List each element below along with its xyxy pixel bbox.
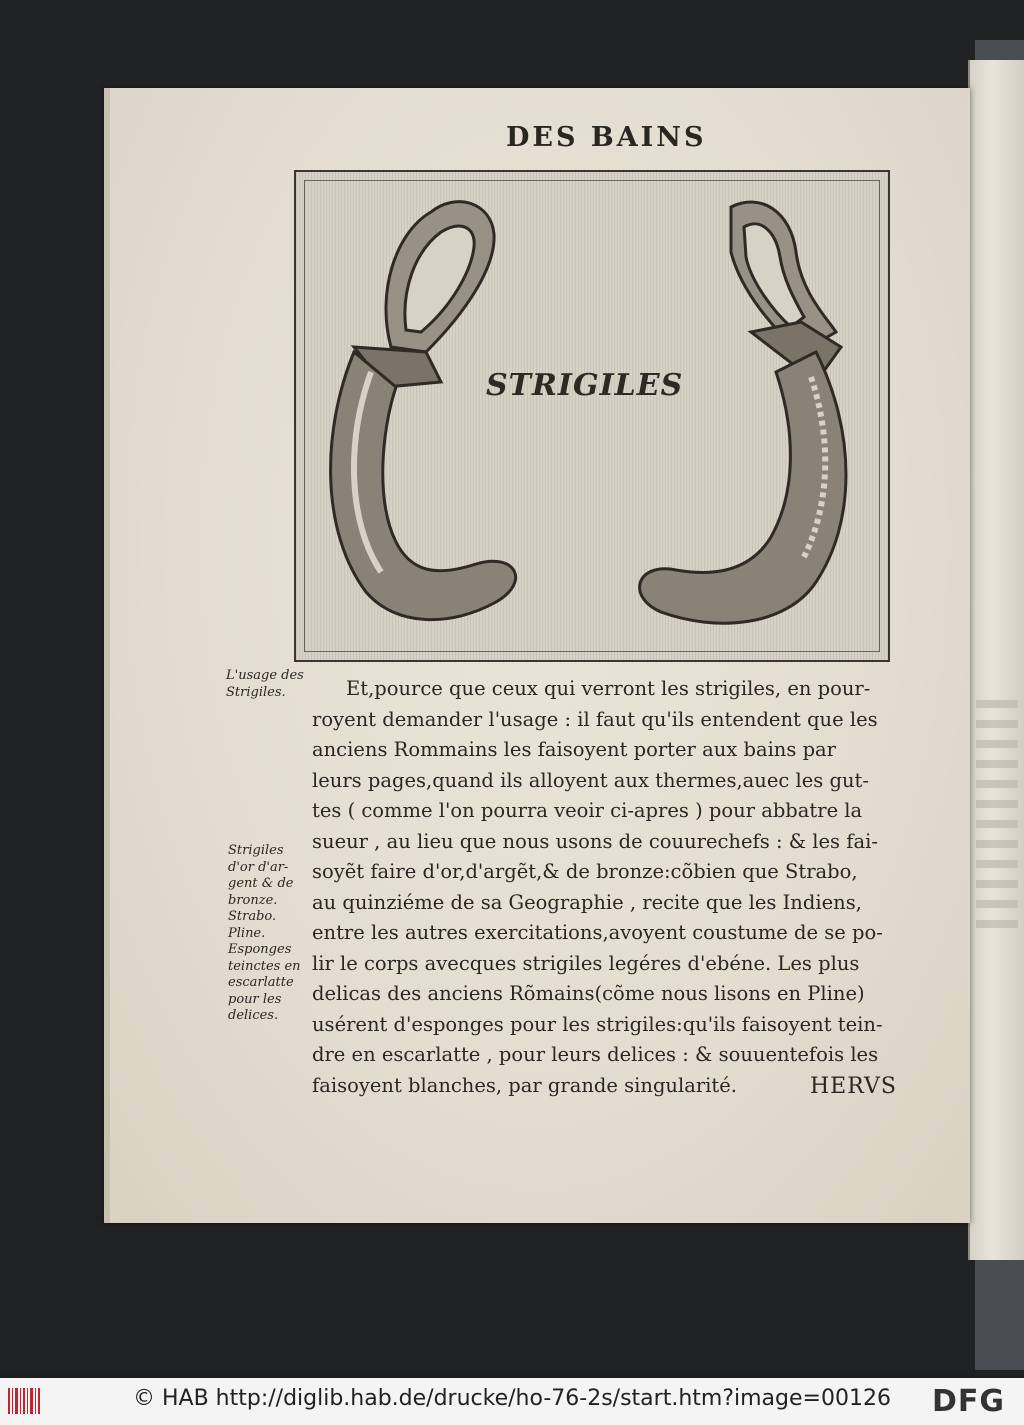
adjacent-page-edge [968, 60, 1024, 1260]
body-line: tes ( comme l'on pourra veoir ci-apres ) pour abbatre la [312, 799, 863, 822]
margin-note-line: gent & de [228, 876, 294, 891]
body-line: au quinziéme de sa Geographie , recite que les Indiens, [312, 890, 862, 914]
strigil-engravings [296, 172, 888, 660]
margin-note-line: Esponges [228, 942, 292, 957]
body-line: sueur , au lieu que nous usons de couurechefs : & les fai- [312, 829, 878, 853]
body-line: soyẽt faire d'or,d'argẽt,& de bronze:cõbien que Strabo, [312, 860, 858, 883]
body-paragraph [312, 674, 912, 1101]
margin-note-line: teinctes en [228, 958, 301, 974]
body-line: lir le corps avecques strigiles legéres d'ebéne. Les plus [312, 951, 860, 975]
running-head: DES BAINS [506, 122, 707, 153]
dfg-logo: DFG [932, 1384, 1006, 1419]
body-line: leurs pages,quand ils alloyent aux thermes,auec les gut- [312, 768, 869, 792]
barcode-icon [8, 1388, 42, 1414]
margin-note-line: bronze. [228, 892, 278, 908]
margin-note-line: delices. [228, 1008, 279, 1023]
strigil-right-engraving [640, 202, 846, 623]
margin-note-line: L'usage des [226, 668, 304, 683]
body-line: usérent d'esponges pour les strigiles:qu'ils faisoyent tein- [312, 1012, 883, 1036]
margin-note-line: d'or d'ar- [228, 859, 289, 875]
page-edge [104, 88, 110, 1223]
margin-note-materials [228, 843, 301, 1025]
body-line: anciens Rommains les faisoyent porter aux bains par [312, 738, 836, 761]
margin-note-usage [226, 668, 304, 701]
margin-note-line: escarlatte [228, 975, 294, 990]
margin-note-line: Strigiles [228, 843, 284, 858]
engraved-plate [294, 170, 890, 662]
catchword: HERVS [810, 1074, 897, 1099]
body-line: dre en escarlatte , pour leurs delices : & souuentefois les [312, 1043, 879, 1066]
body-line: delicas des anciens Rõmains(cõme nous lisons en Pline) [312, 982, 865, 1005]
margin-note-line: Strigiles. [226, 684, 286, 700]
body-line: Et,pource que ceux qui verront les strigiles, en pour- [346, 677, 871, 700]
plate-label: STRIGILES [486, 368, 684, 403]
copyright-link[interactable]: © HAB http://diglib.hab.de/drucke/ho-76-2s/start.htm?image=00126 [133, 1386, 891, 1411]
margin-note-line: Strabo. [228, 909, 277, 924]
viewer-footer [0, 1378, 1024, 1425]
margin-note-line: Pline. [228, 925, 266, 941]
body-line: entre les autres exercitations,avoyent coustume de se po- [312, 921, 883, 944]
margin-note-line: pour les [228, 991, 282, 1007]
body-line: royent demander l'usage : il faut qu'ils entendent que les [312, 707, 878, 731]
body-line: faisoyent blanches, par grande singularité. [312, 1073, 737, 1097]
strigil-left-engraving [331, 202, 516, 620]
